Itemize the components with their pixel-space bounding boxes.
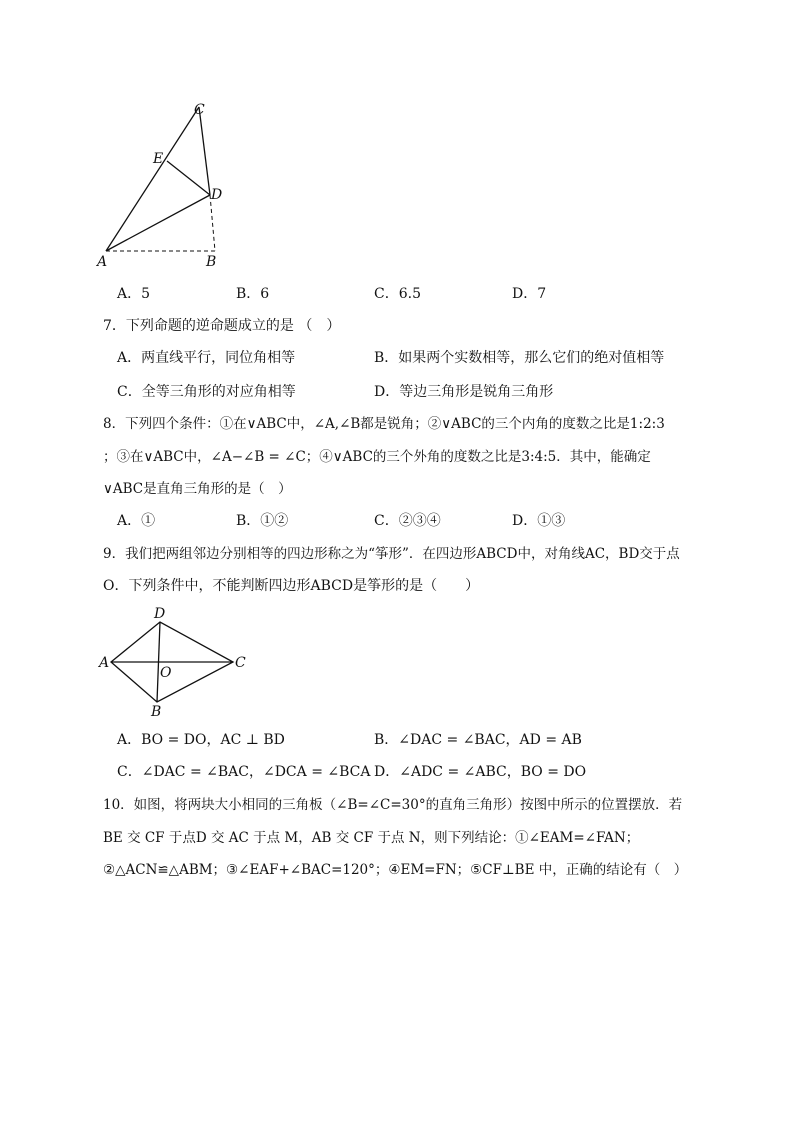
q9-option-b: B．∠DAC = ∠BAC，AD = AB xyxy=(374,732,582,748)
q6-option-a: A．5 xyxy=(117,286,151,302)
label-o: O xyxy=(160,665,172,681)
label-c: C xyxy=(194,102,205,118)
q6-option-d: D．7 xyxy=(512,286,547,302)
q9-option-c: C．∠DAC = ∠BAC，∠DCA = ∠BCA xyxy=(117,764,371,780)
q10-line-1: 10．如图，将两块大小相同的三角板（∠B=∠C=30°的直角三角形）按图中所示的位置摆放．若 xyxy=(103,797,683,813)
q9-line-1: 9．我们把两组邻边分别相等的四边形称之为“筝形”．在四边形ABCD中，对角线AC，BD交于点 xyxy=(103,546,680,562)
q8-option-c: C．②③④ xyxy=(374,513,441,529)
label-e: E xyxy=(153,151,164,167)
q8-option-d: D．①③ xyxy=(512,513,566,529)
q10-line-3: ②△ACN≌△ABM；③∠EAF+∠BAC=120°；④EM=FN；⑤CF⊥BE 中，正确的结论有（ ） xyxy=(103,862,688,878)
q8-line-3: ∨ABC是直角三角形的是（ ） xyxy=(103,481,292,497)
label-d: D xyxy=(211,187,223,203)
q8-option-a: A．① xyxy=(117,513,156,529)
segment-cd xyxy=(199,107,210,195)
q9-option-d: D．∠ADC = ∠ABC，BO = DO xyxy=(374,764,587,780)
segment-ac xyxy=(106,107,199,251)
label-a: A xyxy=(97,254,108,270)
q6-option-b: B．6 xyxy=(236,286,270,302)
q7-option-b: B．如果两个实数相等，那么它们的绝对值相等 xyxy=(374,350,665,366)
q10-line-2: BE 交 CF 于点D 交 AC 于点 M，AB 交 CF 于点 N，则下列结论：①∠EAM=∠FAN； xyxy=(103,830,640,846)
triangle-figure xyxy=(90,100,240,270)
q9-option-a: A．BO = DO，AC ⊥ BD xyxy=(117,732,285,748)
label-d: D xyxy=(154,606,166,622)
segment-ed xyxy=(167,161,210,195)
q7-option-a: A．两直线平行，同位角相等 xyxy=(117,350,296,366)
kite-figure xyxy=(95,604,255,722)
label-a: A xyxy=(99,655,110,671)
label-c: C xyxy=(235,655,246,671)
q7-stem: 7．下列命题的逆命题成立的是 （ ） xyxy=(103,318,341,334)
q8-line-2: ；③在∨ABC中，∠A−∠B = ∠C；④∨ABC的三个外角的度数之比是3:4:5．其中，能确定 xyxy=(103,449,651,465)
segment-ad xyxy=(106,195,210,251)
q7-option-d: D．等边三角形是锐角三角形 xyxy=(374,384,554,400)
q8-option-b: B．①② xyxy=(236,513,289,529)
q7-option-c: C．全等三角形的对应角相等 xyxy=(117,384,296,400)
label-b: B xyxy=(151,704,162,720)
label-b: B xyxy=(206,254,217,270)
q8-line-1: 8．下列四个条件：①在∨ABC中，∠A,∠B都是锐角；②∨ABC的三个内角的度数之比是1:2:3 xyxy=(103,416,665,432)
segment-db-dashed xyxy=(210,195,215,251)
q6-option-c: C．6.5 xyxy=(374,286,421,302)
q9-line-2: O．下列条件中，不能判断四边形ABCD是筝形的是（ ） xyxy=(103,578,480,594)
